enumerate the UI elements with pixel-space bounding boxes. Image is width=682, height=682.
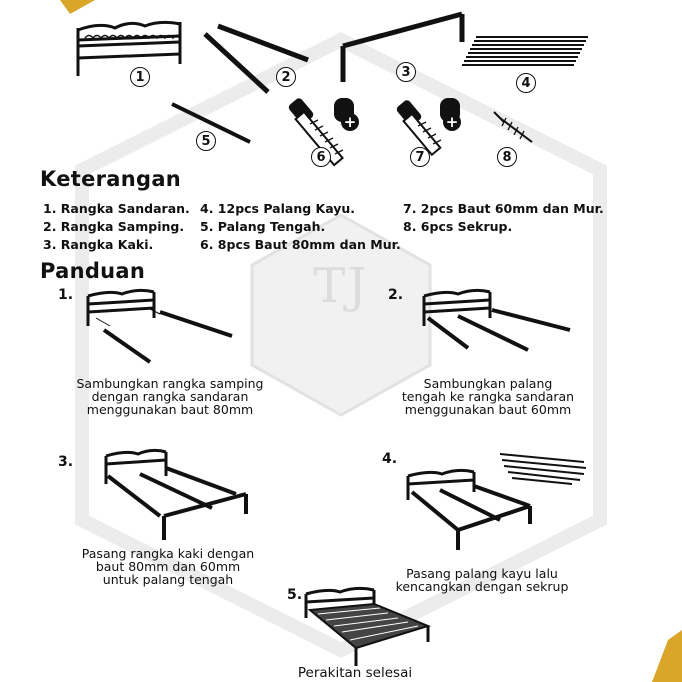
step-number-1: 1. — [58, 287, 74, 303]
svg-text:+: + — [445, 113, 459, 131]
step-number-3: 3. — [58, 454, 74, 470]
step-number-2: 2. — [388, 287, 404, 303]
part-number-2: 2 — [276, 67, 296, 87]
step-1-caption: Sambungkan rangka samping dengan rangka sandaran menggunakan baut 80mm — [76, 376, 264, 417]
part-number-6: 6 — [311, 147, 331, 167]
step-3-caption: Pasang rangka kaki dengan baut 80mm dan 60mm untuk palang tengah — [81, 546, 255, 587]
part-number-8: 8 — [497, 147, 517, 167]
watermark-logo-text: TJ — [313, 258, 369, 314]
step-2-caption: Sambungkan palang tengah ke rangka sandaran menggunakan baut 60mm — [401, 376, 575, 417]
legend-item: 7. 2pcs Baut 60mm dan Mur. — [403, 201, 604, 216]
step-number-4: 4. — [382, 451, 398, 467]
svg-text:+: + — [343, 113, 357, 131]
part-number-1: 1 — [130, 67, 150, 87]
part-number-3: 3 — [396, 62, 416, 82]
legend-item: 1. Rangka Sandaran. — [43, 201, 190, 216]
legend-item: 2. Rangka Samping. — [43, 219, 185, 234]
legend-item: 6. 8pcs Baut 80mm dan Mur. — [200, 237, 401, 252]
part-number-5: 5 — [196, 131, 216, 151]
legend-item: 3. Rangka Kaki. — [43, 237, 154, 252]
legend-item: 4. 12pcs Palang Kayu. — [200, 201, 356, 216]
step-number-5: 5. — [287, 587, 303, 603]
legend-title: Keterangan — [40, 167, 182, 191]
guide-title: Panduan — [40, 259, 146, 283]
part-number-7: 7 — [410, 147, 430, 167]
legend-item: 5. Palang Tengah. — [200, 219, 326, 234]
step-4-caption: Pasang palang kayu lalu kencangkan dengan sekrup — [395, 566, 569, 594]
part-number-4: 4 — [516, 73, 536, 93]
legend-item: 8. 6pcs Sekrup. — [403, 219, 513, 234]
step-5-caption: Perakitan selesai — [297, 665, 413, 681]
